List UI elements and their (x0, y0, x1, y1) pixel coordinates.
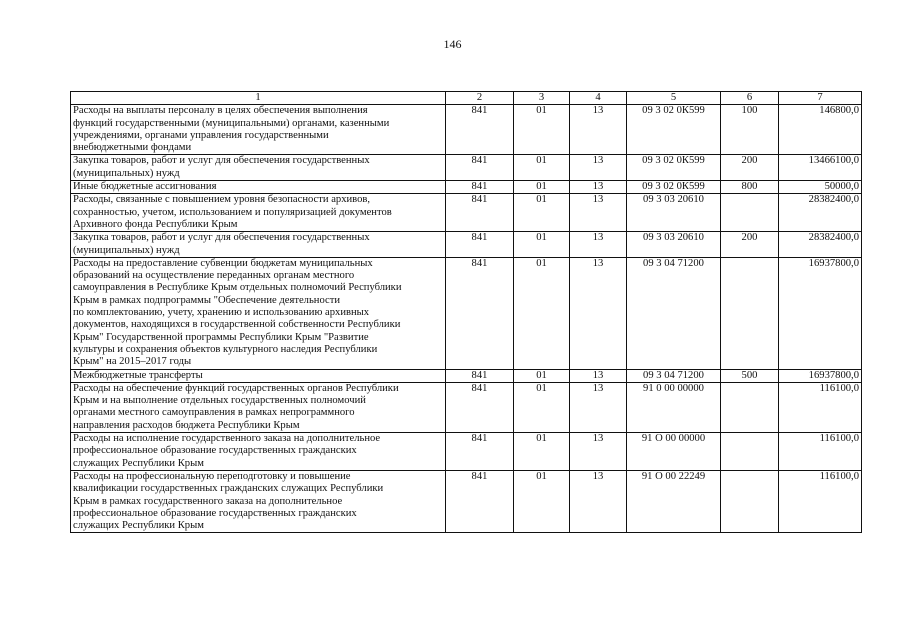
ministry-code-cell: 841 (446, 369, 514, 382)
expense-name-line: по комплектованию, учету, хранению и использованию архивных (73, 307, 370, 319)
expense-name-line: документов, находящихся в государственной собственности Республики (73, 319, 401, 331)
expense-name-line: (муниципальных) нужд (73, 244, 180, 256)
table-row (71, 369, 862, 382)
subsection-cell: 13 (570, 470, 627, 532)
amount-cell: 116100,0 (779, 470, 862, 532)
expense-type-cell (721, 433, 779, 471)
table-row (71, 257, 862, 369)
ministry-code-cell: 841 (446, 257, 514, 369)
expense-type-cell: 200 (721, 232, 779, 258)
expense-name-line: (муниципальных) нужд (73, 167, 180, 179)
table-row (71, 194, 862, 232)
table-row (71, 105, 862, 155)
expense-name-line: профессиональное образование государственных гражданских (73, 445, 357, 457)
expense-name-line: Расходы на выплаты персоналу в целях обеспечения выполнения (73, 105, 368, 117)
expense-type-cell: 500 (721, 369, 779, 382)
ministry-code-cell: 841 (446, 105, 514, 155)
amount-cell: 28382400,0 (779, 194, 862, 232)
table-row (71, 232, 862, 258)
table-row (71, 155, 862, 181)
expense-name-line: Расходы, связанные с повышением уровня безопасности архивов, (73, 194, 371, 206)
expense-name-line: Межбюджетные трансферты (73, 369, 203, 381)
ministry-code-cell: 841 (446, 194, 514, 232)
ministry-code-cell: 841 (446, 470, 514, 532)
target-article-cell: 09 3 03 20610 (627, 232, 721, 258)
expense-name-cell (71, 194, 446, 232)
column-header: 7 (779, 92, 862, 105)
section-cell: 01 (514, 232, 570, 258)
expense-name-line: органами местного самоуправления в рамках непрограммного (73, 407, 355, 419)
target-article-cell: 91 О 00 00000 (627, 433, 721, 471)
amount-cell: 16937800,0 (779, 369, 862, 382)
table-row (71, 382, 862, 432)
budget-table (70, 91, 862, 533)
amount-cell: 13466100,0 (779, 155, 862, 181)
subsection-cell: 13 (570, 257, 627, 369)
section-cell: 01 (514, 382, 570, 432)
expense-name-line: направления расходов бюджета Республики Крым (73, 419, 300, 431)
expense-type-cell (721, 257, 779, 369)
table-row (71, 433, 862, 471)
target-article-cell: 09 3 02 0К599 (627, 105, 721, 155)
ministry-code-cell: 841 (446, 155, 514, 181)
expense-name-line: Закупка товаров, работ и услуг для обеспечения государственных (73, 232, 370, 244)
target-article-cell: 09 3 03 20610 (627, 194, 721, 232)
expense-name-line: функций государственными (муниципальными) органами, казенными (73, 117, 390, 129)
subsection-cell: 13 (570, 232, 627, 258)
expense-name-cell (71, 105, 446, 155)
target-article-cell: 09 3 04 71200 (627, 369, 721, 382)
column-header: 3 (514, 92, 570, 105)
subsection-cell: 13 (570, 433, 627, 471)
expense-name-line: Крым в рамках подпрограммы "Обеспечение деятельности (73, 294, 341, 306)
expense-type-cell: 200 (721, 155, 779, 181)
expense-name-line: квалификации государственных гражданских служащих Республики (73, 483, 384, 495)
expense-name-line: Расходы на обеспечение функций государственных органов Республики (73, 382, 399, 394)
expense-name-line: Крым и на выполнение отдельных государственных полномочий (73, 395, 366, 407)
expense-name-line: Иные бюджетные ассигнования (73, 181, 217, 193)
section-cell: 01 (514, 257, 570, 369)
target-article-cell: 09 3 04 71200 (627, 257, 721, 369)
expense-name-line: служащих Республики Крым (73, 520, 204, 532)
amount-cell: 16937800,0 (779, 257, 862, 369)
expense-type-cell: 100 (721, 105, 779, 155)
section-cell: 01 (514, 155, 570, 181)
expense-name-line: внебюджетными фондами (73, 142, 192, 154)
expense-name-line: Расходы на предоставление субвенции бюджетам муниципальных (73, 257, 373, 269)
expense-name-cell (71, 470, 446, 532)
table-row (71, 181, 862, 194)
target-article-cell: 91 О 00 22249 (627, 470, 721, 532)
expense-type-cell: 800 (721, 181, 779, 194)
expense-name-line: образований на осуществление переданных органам местного (73, 270, 355, 282)
expense-name-line: Крым" на 2015–2017 годы (73, 356, 192, 368)
amount-cell: 116100,0 (779, 382, 862, 432)
target-article-cell: 09 3 02 0К599 (627, 181, 721, 194)
column-header: 2 (446, 92, 514, 105)
target-article-cell: 91 0 00 00000 (627, 382, 721, 432)
subsection-cell: 13 (570, 181, 627, 194)
ministry-code-cell: 841 (446, 433, 514, 471)
column-header: 6 (721, 92, 779, 105)
target-article-cell: 09 3 02 0К599 (627, 155, 721, 181)
expense-name-line: сохранностью, учетом, использованием и популяризацией документов (73, 206, 392, 218)
ministry-code-cell: 841 (446, 181, 514, 194)
expense-name-line: культуры и сохранения объектов культурного наследия Республики (73, 343, 378, 355)
expense-type-cell (721, 382, 779, 432)
amount-cell: 50000,0 (779, 181, 862, 194)
expense-name-line: Крым в рамках государственного заказа на дополнительное (73, 495, 343, 507)
expense-name-line: Крым" Государственной программы Республики Крым "Развитие (73, 331, 369, 343)
expense-name-line: служащих Республики Крым (73, 457, 204, 469)
header-row (71, 92, 862, 105)
ministry-code-cell: 841 (446, 232, 514, 258)
expense-name-cell (71, 433, 446, 471)
column-header: 4 (570, 92, 627, 105)
section-cell: 01 (514, 470, 570, 532)
table-body (71, 105, 862, 533)
expense-name-line: Расходы на исполнение государственного заказа на дополнительное (73, 433, 381, 445)
expense-name-line: учреждениями, органами управления государственными (73, 129, 329, 141)
subsection-cell: 13 (570, 194, 627, 232)
expense-name-cell (71, 232, 446, 258)
table-row (71, 470, 862, 532)
subsection-cell: 13 (570, 369, 627, 382)
expense-name-line: профессиональное образование государственных гражданских (73, 507, 357, 519)
expense-name-line: Архивного фонда Республики Крым (73, 218, 238, 230)
column-header: 5 (627, 92, 721, 105)
amount-cell: 116100,0 (779, 433, 862, 471)
section-cell: 01 (514, 369, 570, 382)
expense-name-cell (71, 155, 446, 181)
ministry-code-cell: 841 (446, 382, 514, 432)
subsection-cell: 13 (570, 382, 627, 432)
subsection-cell: 13 (570, 105, 627, 155)
expense-name-cell (71, 382, 446, 432)
section-cell: 01 (514, 433, 570, 471)
expense-name-line: самоуправления в Республике Крым отдельных полномочий Республики (73, 282, 402, 294)
expense-name-cell (71, 181, 446, 194)
expense-type-cell (721, 194, 779, 232)
expense-name-cell (71, 257, 446, 369)
amount-cell: 146800,0 (779, 105, 862, 155)
subsection-cell: 13 (570, 155, 627, 181)
expense-name-line: Закупка товаров, работ и услуг для обеспечения государственных (73, 155, 370, 167)
amount-cell: 28382400,0 (779, 232, 862, 258)
section-cell: 01 (514, 181, 570, 194)
expense-name-cell (71, 369, 446, 382)
page-number: 146 (443, 37, 462, 51)
expense-name-line: Расходы на профессиональную переподготовку и повышение (73, 470, 351, 482)
column-header: 1 (71, 92, 446, 105)
section-cell: 01 (514, 194, 570, 232)
section-cell: 01 (514, 105, 570, 155)
expense-type-cell (721, 470, 779, 532)
